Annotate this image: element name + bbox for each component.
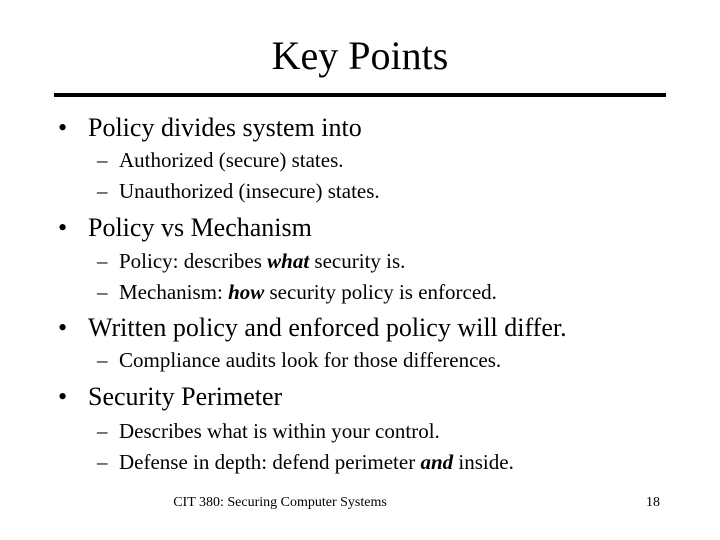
sub-bullet-unauthorized bbox=[97, 178, 380, 204]
dash-marker: – bbox=[97, 450, 108, 474]
bullet-text: Policy vs Mechanism bbox=[88, 213, 312, 242]
bullet-policy-vs-mechanism bbox=[58, 213, 312, 243]
sub-bullet-text-pre: Policy: describes bbox=[119, 249, 268, 273]
sub-bullet-text-post: security is. bbox=[309, 249, 406, 273]
sub-bullet-policy-definition bbox=[97, 248, 405, 274]
bullet-marker: • bbox=[58, 382, 68, 411]
footer-page-number: 18 bbox=[646, 495, 660, 510]
footer-course-title: CIT 380: Securing Computer Systems bbox=[173, 495, 387, 510]
sub-bullet-text-post: security policy is enforced. bbox=[264, 280, 497, 304]
dash-marker: – bbox=[97, 179, 108, 203]
slide-title: Key Points bbox=[271, 33, 449, 78]
bullet-marker: • bbox=[58, 313, 68, 342]
bullet-marker: • bbox=[58, 213, 68, 242]
dash-marker: – bbox=[97, 148, 108, 172]
title-underline bbox=[54, 93, 666, 97]
bullet-policy-divides bbox=[58, 113, 362, 143]
sub-bullet-text-post: inside. bbox=[453, 450, 514, 474]
bullet-text: Security Perimeter bbox=[88, 382, 283, 411]
sub-bullet-text: Authorized (secure) states. bbox=[119, 148, 344, 172]
sub-bullet-text: Compliance audits look for those differences. bbox=[119, 348, 502, 372]
emphasis-and: and bbox=[420, 450, 454, 474]
sub-bullet-mechanism-definition bbox=[97, 279, 497, 305]
dash-marker: – bbox=[97, 419, 108, 443]
sub-bullet-text-pre: Defense in depth: defend perimeter bbox=[119, 450, 421, 474]
sub-bullet-text: Describes what is within your control. bbox=[119, 419, 440, 443]
bullet-text: Written policy and enforced policy will differ. bbox=[88, 313, 567, 342]
emphasis-how: how bbox=[228, 280, 265, 304]
bullet-written-policy bbox=[58, 313, 567, 343]
sub-bullet-authorized bbox=[97, 147, 344, 173]
dash-marker: – bbox=[97, 280, 108, 304]
bullet-security-perimeter bbox=[58, 382, 282, 412]
sub-bullet-describes-control bbox=[97, 418, 440, 444]
dash-marker: – bbox=[97, 348, 108, 372]
sub-bullet-text: Unauthorized (insecure) states. bbox=[119, 179, 380, 203]
sub-bullet-compliance-audits bbox=[97, 347, 501, 373]
bullet-text: Policy divides system into bbox=[88, 113, 362, 142]
emphasis-what: what bbox=[267, 249, 310, 273]
dash-marker: – bbox=[97, 249, 108, 273]
sub-bullet-defense-in-depth bbox=[97, 449, 514, 475]
bullet-marker: • bbox=[58, 113, 68, 142]
sub-bullet-text-pre: Mechanism: bbox=[119, 280, 229, 304]
